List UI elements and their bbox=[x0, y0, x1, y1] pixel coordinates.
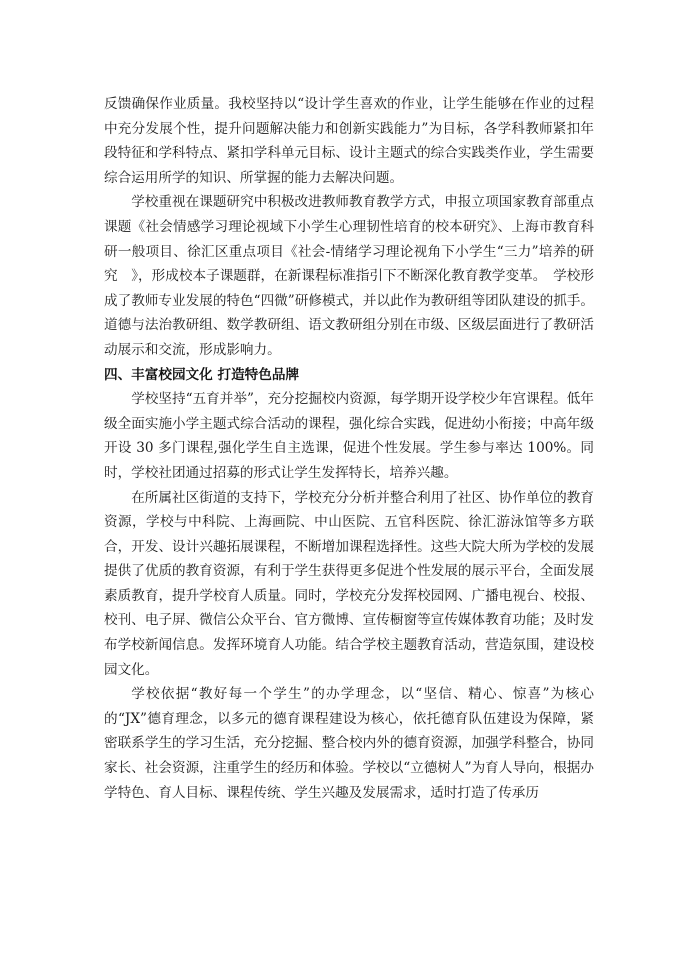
paragraph-moral-education: 学校依据“教好每一个学生”的办学理念，以“坚信、精心、惊喜”为核心的“JX”德育理念，以多元的德育课程建设为核心，依托德育队伍建设为保障，紧密联系学生的学习生活，充分挖掘、整合校内外的德育资源，加强学科整合，协同家长、社会资源，注重学生的经历和体验。学校以“立德树人”为育人导向，根据办学特色、育人目标、课程传统、学生兴趣及发展需求，适时打造了传承历 bbox=[104, 686, 594, 801]
document-body bbox=[104, 92, 594, 805]
paragraph-homework-quality: 反馈确保作业质量。我校坚持以“设计学生喜欢的作业，让学生能够在作业的过程中充分发展个性，提升问题解决能力和创新实践能力”为目标，各学科教师紧扣年段特征和学科特点、紧扣学科单元目标、设计主题式的综合实践类作业，学生需要综合运用所学的知识、所掌握的能力去解决问题。 bbox=[104, 96, 594, 186]
paragraph-five-education: 学校坚持“五育并举”，充分挖掘校内资源，每学期开设学校少年宫课程。低年级全面实施小学主题式综合活动的课程，强化综合实践，促进幼小衔接；中高年级开设 30 多门课程,强化学生自主选课，促进个性发展。学生参与率达 100%。同时，学校社团通过招募的形式让学生发挥特长，培养兴趣。 bbox=[104, 391, 594, 481]
paragraph-community-resources: 在所属社区街道的支持下，学校充分分析并整合利用了社区、协作单位的教育资源，学校与中科院、上海画院、中山医院、五官科医院、徐汇游泳馆等多方联合，开发、设计兴趣拓展课程，不断增加课程选择性。这些大院大所为学校的发展提供了优质的教育资源，有利于学生获得更多促进个性发展的展示平台，全面发展素质教育，提升学校育人质量。同时，学校充分发挥校园网、广播电视台、校报、校刊、电子屏、微信公众平台、官方微博、宣传橱窗等宣传媒体教育功能；及时发布学校新闻信息。发挥环境育人功能。结合学校主题教育活动，营造氛围，建设校园文化。 bbox=[104, 489, 594, 678]
paragraph-research-projects: 学校重视在课题研究中积极改进教师教育教学方式，申报立项国家教育部重点课题《社会情感学习理论视域下小学生心理韧性培育的校本研究》、上海市教育科研一般项目、徐汇区重点项目《社会-情绪学习理论视角下小学生“三力”培养的研究 》，形成校本子课题群，在新课程标准指引下不断深化教育教学变革。 学校形成了教师专业发展的特色“四微”研修模式，并以此作为教研组等团队建设的抓手。道德与法治教研组、数学教研组、语文教研组分别在市级、区级层面进行了教研活动展示和交流，形成影响力。 bbox=[104, 194, 594, 358]
section-heading-campus-culture: 四、丰富校园文化 打造特色品牌 bbox=[104, 366, 300, 383]
